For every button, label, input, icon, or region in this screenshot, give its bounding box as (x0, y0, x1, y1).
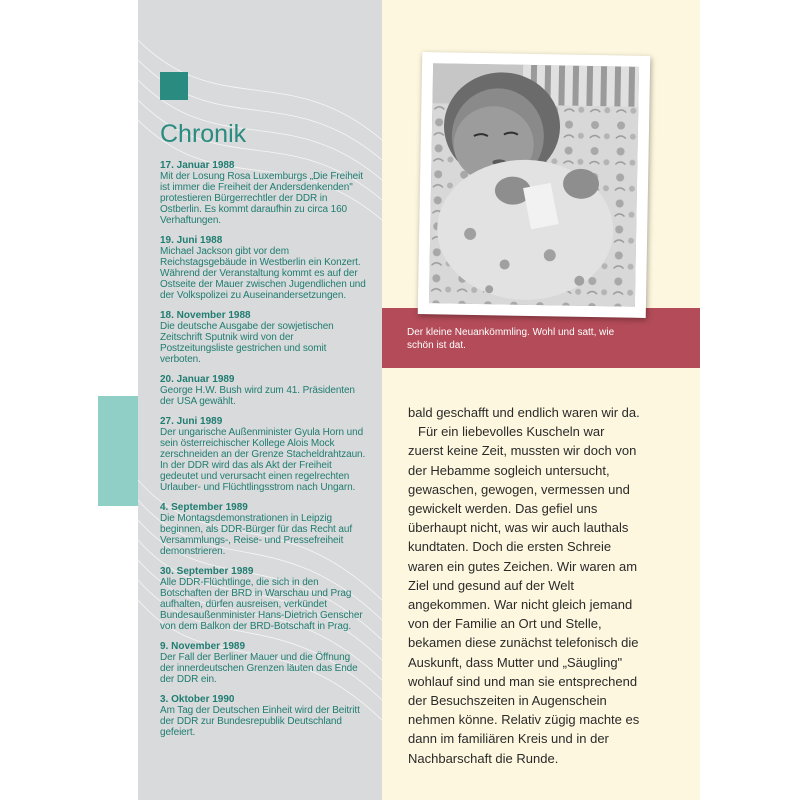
event-text: Alle DDR-Flüchtlinge, die sich in den Botschaften der BRD in Warschau und Prag aufhalten, dürfen ausreisen, verkündet Bundesaußenminister Hans-Dietrich Genscher von dem Balkon der BRD-Botschaft in Prag. (160, 577, 363, 632)
chronik-event (160, 416, 366, 493)
event-date: 4. September 1989 (160, 502, 248, 513)
event-text: Michael Jackson gibt vor dem Reichstagsgebäude in Westberlin ein Konzert. Während der Veranstaltung kommt es auf der Ostseite der Mauer zwischen Jugendlichen und der Volkspolizei zu Auseinandersetzungen. (160, 246, 366, 301)
photo-frame (418, 52, 651, 318)
chronik-event-list (160, 160, 366, 747)
chronik-event (160, 235, 366, 301)
event-date: 27. Juni 1989 (160, 416, 223, 427)
event-date: 19. Juni 1988 (160, 235, 223, 246)
body-text-column (408, 403, 640, 768)
event-date: 17. Januar 1988 (160, 160, 235, 171)
baby-photo-illustration (429, 63, 639, 307)
event-date: 30. September 1989 (160, 566, 254, 577)
event-text: Mit der Losung Rosa Luxemburgs „Die Freiheit ist immer die Freiheit der Andersdenkenden" protestieren Bürgerrechtler der DDR in Ostberlin. Es kommt daraufhin zu circa 160 Verhaftungen. (160, 171, 363, 226)
baby-photo (429, 63, 639, 307)
chronik-event (160, 374, 366, 407)
chronik-event (160, 160, 366, 226)
chronik-event (160, 310, 366, 365)
event-text: Der ungarische Außenminister Gyula Horn und sein österreichischer Kollege Alois Mock zerschneiden an der Grenze Stacheldrahtzaun. In der DDR wird das als Akt der Freiheit gedeutet und verursacht einen regelrechten Urlauber- und Flüchtlingsstrom nach Ungarn. (160, 427, 366, 493)
event-date: 9. November 1989 (160, 641, 246, 652)
chronik-title: Chronik (160, 120, 247, 148)
event-text: Die deutsche Ausgabe der sowjetischen Zeitschrift Sputnik wird von der Postzeitungsliste gestrichen und somit verboten. (160, 321, 334, 365)
chronik-event (160, 694, 366, 738)
chronik-event (160, 502, 366, 557)
event-date: 3. Oktober 1990 (160, 694, 235, 705)
event-date: 20. Januar 1989 (160, 374, 235, 385)
teal-square-decoration (160, 72, 188, 100)
chronik-event (160, 566, 366, 632)
teal-side-tab (98, 396, 138, 506)
event-text: George H.W. Bush wird zum 41. Präsidenten der USA gewählt. (160, 385, 355, 407)
body-paragraph: bald geschafft und endlich waren wir da. (408, 405, 640, 420)
event-text: Die Montagsdemonstrationen in Leipzig beginnen, als DDR-Bürger für das Recht auf Versammlungs-, Reise- und Pressefreiheit demonstrieren. (160, 513, 353, 557)
body-paragraph: Für ein liebevolles Kuscheln war zuerst keine Zeit, mussten wir doch von der Hebamme sogleich untersucht, gewaschen, gewogen, vermessen und gewickelt werden. Das gefiel uns überhaupt nicht, was wir auch lauthals kundtaten. Doch die ersten Schreie waren ein gutes Zeichen. Wir waren am Ziel und gesund auf der Welt angekommen. War nicht gleich jemand von der Familie an Ort und Stelle, bekamen diese zunächst telefonisch die Auskunft, dass Mutter und „Säugling" wohlauf sind und man sie entsprechend der Besuchszeiten in Augenschein nehmen könne. Relativ zügig machte es dann im familiären Kreis und in der Nachbarschaft die Runde. (408, 424, 640, 766)
photo-caption: Der kleine Neuankömmling. Wohl und satt, wie schön ist dat. (407, 327, 615, 351)
event-text: Am Tag der Deutschen Einheit wird der Beitritt der DDR zur Bundesrepublik Deutschland gefeiert. (160, 705, 360, 738)
chronik-event (160, 641, 366, 685)
event-date: 18. November 1988 (160, 310, 251, 321)
event-text: Der Fall der Berliner Mauer und die Öffnung der innerdeutschen Grenzen läuten das Ende der DDR ein. (160, 652, 358, 685)
